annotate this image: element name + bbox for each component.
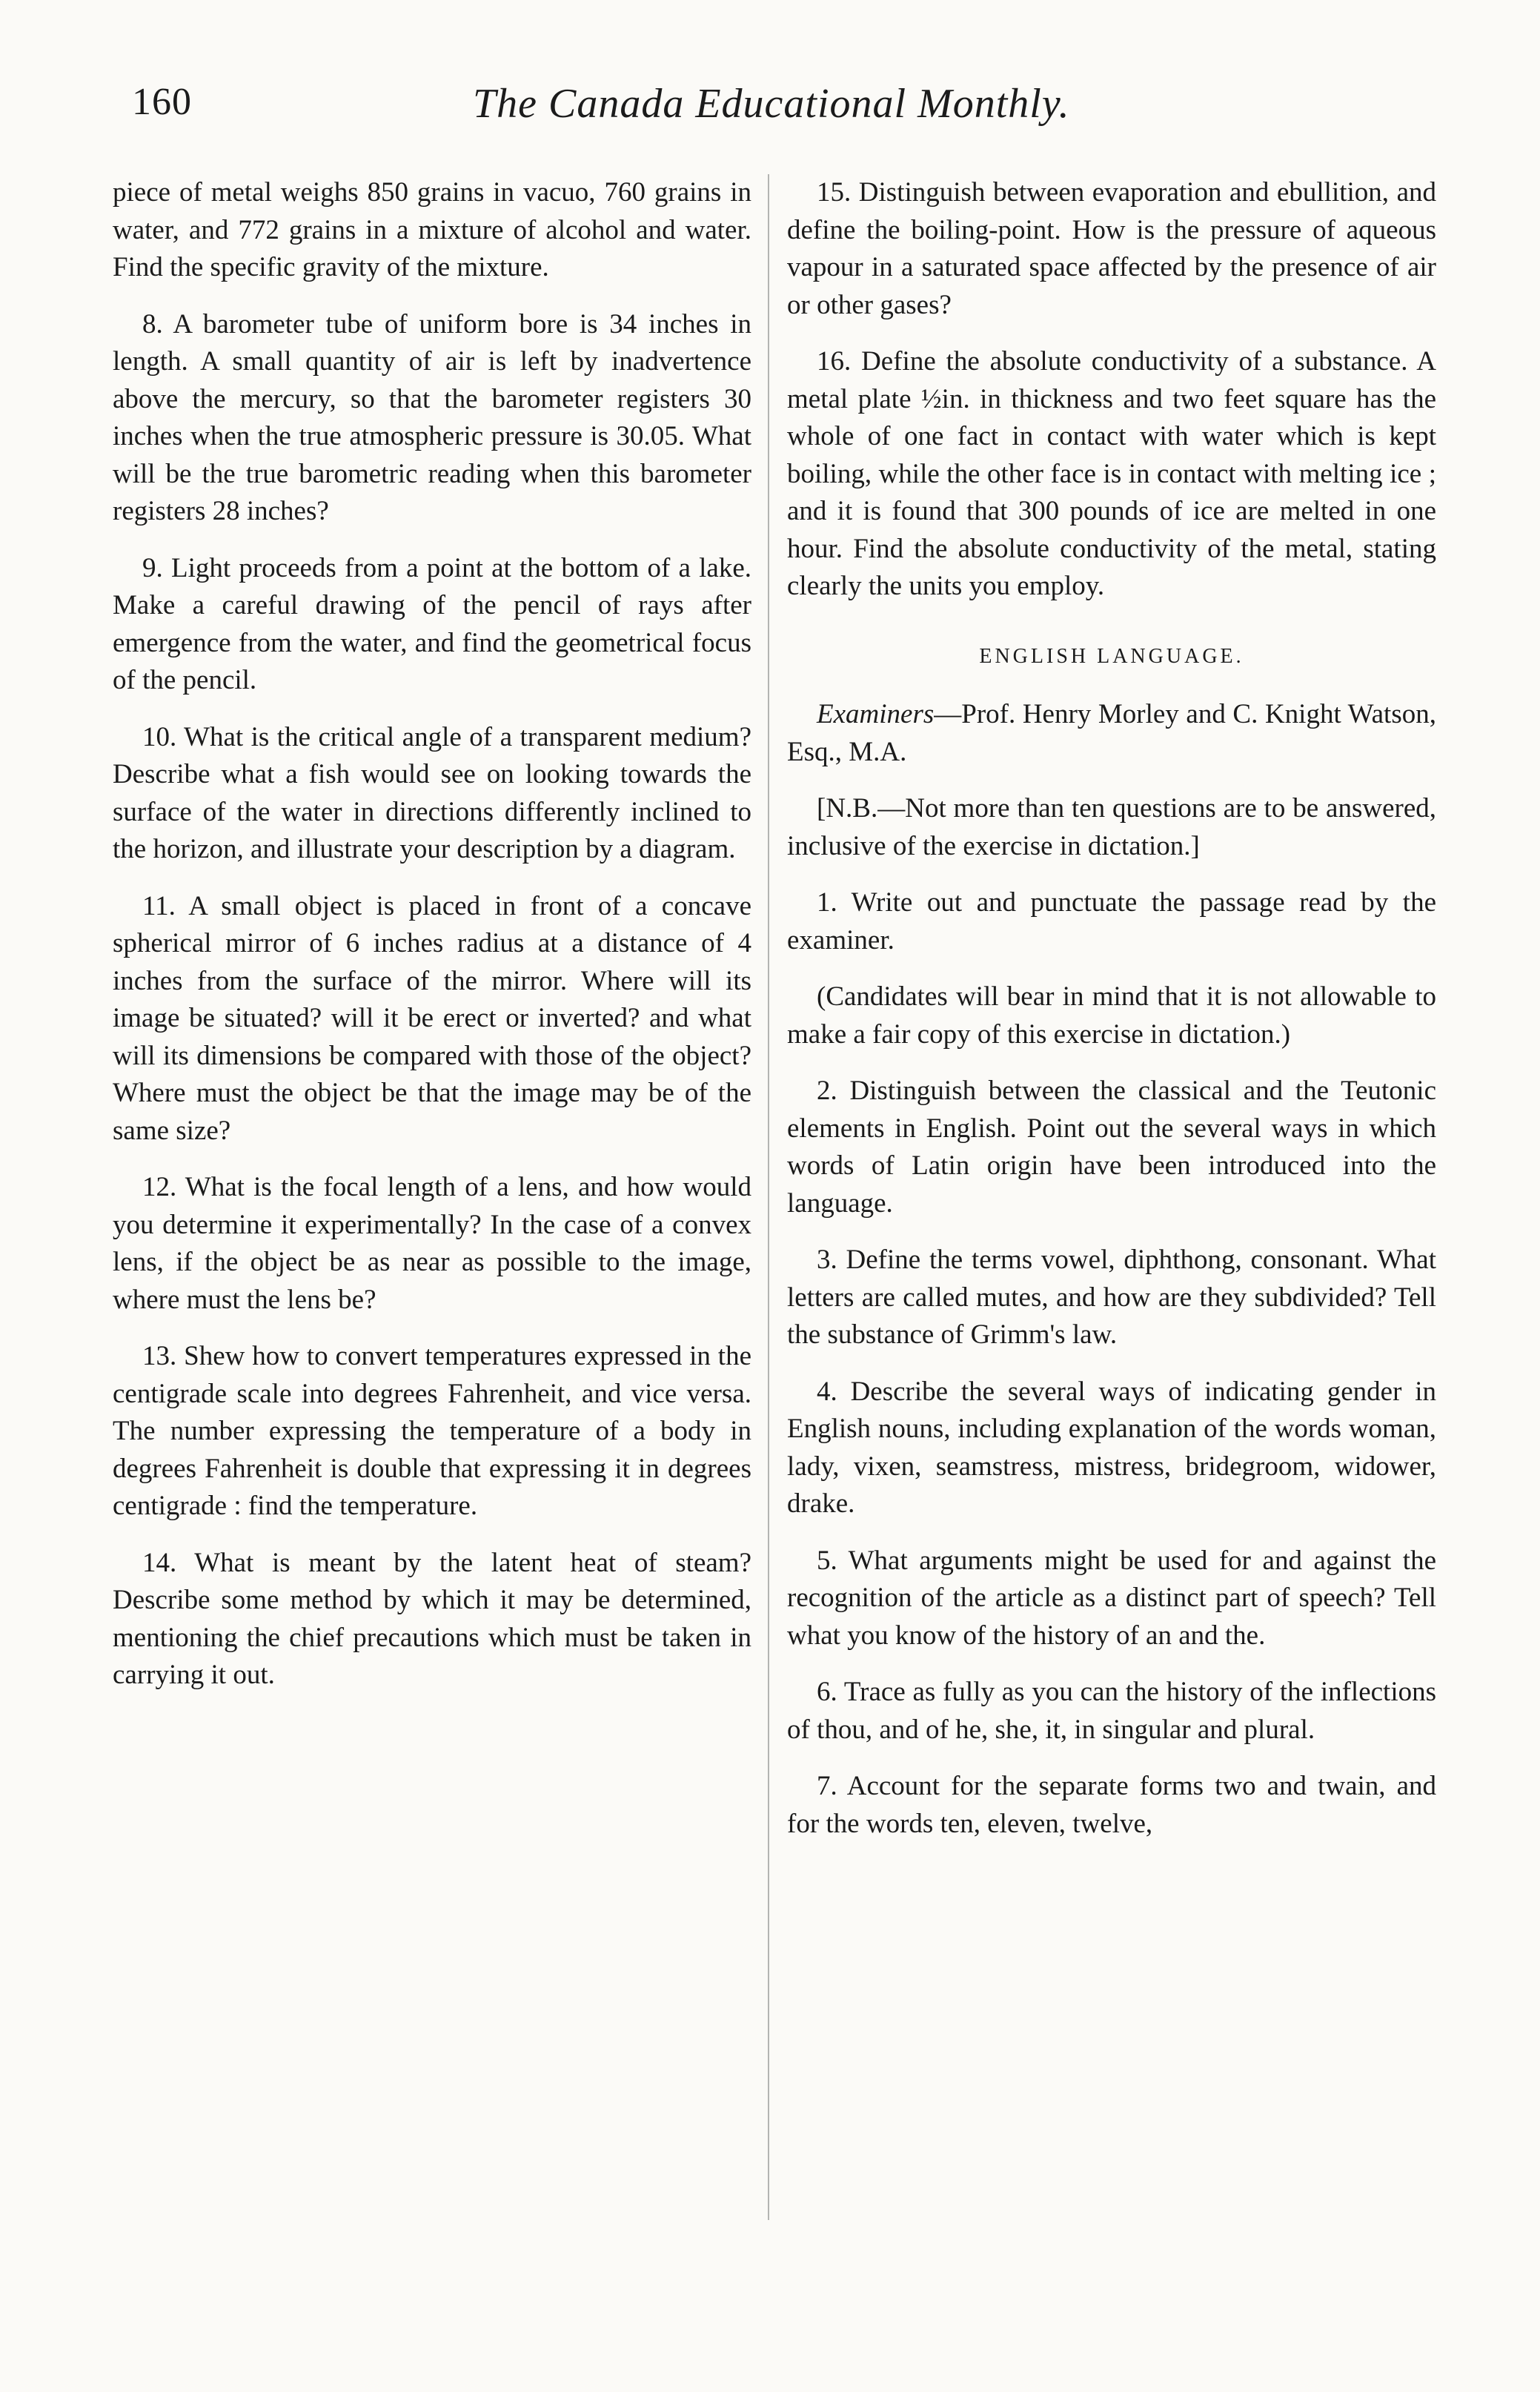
english-question-1: 1. Write out and punctuate the passage read by the examiner.	[787, 887, 1436, 955]
english-question-6: 6. Trace as fully as you can the history of the inflections of thou, and of he, she, it, in singular and plural.	[787, 1677, 1436, 1745]
examiners-label: Examiners	[817, 699, 935, 729]
running-title: The Canada Educational Monthly.	[473, 81, 1070, 127]
question-14: 14. What is meant by the latent heat of steam? Describe some method by which it may be determined, mentioning the chief precautions which must be taken in carrying it out.	[113, 1547, 751, 1690]
examiners-line	[787, 696, 1436, 771]
question-16: 16. Define the absolute conductivity of a substance. A metal plate ½in. in thickness and two feet square has the whole of one fact in contact with water which is kept boiling, while the other face is in contact with melting ice ; and it is found that 300 pounds of ice are melted in one hour. Find the absolute conductivity of the metal, stating clearly the units you employ.	[787, 346, 1436, 601]
english-question-7: 7. Account for the separate forms two and twain, and for the words ten, eleven, twelve,	[787, 1771, 1436, 1839]
column-divider	[768, 174, 769, 2220]
question-10: 10. What is the critical angle of a transparent medium? Describe what a fish would see on looking towards the surface of the water in directions differently inclined to the horizon, and illustrate your description by a diagram.	[113, 721, 751, 864]
instructions-note: [N.B.—Not more than ten questions are to be answered, inclusive of the exercise in dictation.]	[787, 793, 1436, 861]
page-number: 160	[132, 81, 192, 123]
page-header	[132, 80, 1332, 147]
english-question-4: 4. Describe the several ways of indicating gender in English nouns, including explanation of the words woman, lady, vixen, seamstress, mistress, bridegroom, widower, drake.	[787, 1376, 1436, 1519]
english-question-5: 5. What arguments might be used for and against the recognition of the article as a distinct part of speech? Tell what you know of the history of an and the.	[787, 1545, 1436, 1651]
question-9: 9. Light proceeds from a point at the bottom of a lake. Make a careful drawing of the pencil of rays after emergence from the water, and find the geometrical focus of the pencil.	[113, 552, 751, 695]
question-paragraph: piece of metal weighs 850 grains in vacuo, 760 grains in water, and 772 grains in a mixture of alcohol and water. Find the specific gravity of the mixture.	[113, 177, 751, 282]
examiners-names: —Prof. Henry Morley and C. Knight Watson, Esq., M.A.	[787, 699, 1436, 767]
question-11: 11. A small object is placed in front of a concave spherical mirror of 6 inches radius at a distance of 4 inches from the surface of the mirror. Where will its image be situated? will it be erect or inverted? and what will its dimensions be compared with those of the object? Where must the object be that the image may be of the same size?	[113, 890, 751, 1146]
dictation-note: (Candidates will bear in mind that it is not allowable to make a fair copy of this exercise in dictation.)	[787, 981, 1436, 1050]
right-column	[787, 174, 1436, 1862]
left-column	[113, 174, 751, 1714]
question-15: 15. Distinguish between evaporation and ebullition, and define the boiling-point. How is the pressure of aqueous vapour in a saturated space affected by the presence of air or other gases?	[787, 177, 1436, 320]
question-13: 13. Shew how to convert temperatures expressed in the centigrade scale into degrees Fahrenheit, and vice versa. The number expressing the temperature of a body in degrees Fahrenheit is double that expressing it in degrees centigrade : find the temperature.	[113, 1341, 751, 1521]
question-12: 12. What is the focal length of a lens, and how would you determine it experimentally? In the case of a convex lens, if the object be as near as possible to the image, where must the lens be?	[113, 1172, 751, 1315]
english-question-2: 2. Distinguish between the classical and the Teutonic elements in English. Point out the several ways in which words of Latin origin have been introduced into the language.	[787, 1076, 1436, 1219]
section-title: ENGLISH LANGUAGE.	[979, 644, 1244, 668]
question-8: 8. A barometer tube of uniform bore is 34 inches in length. A small quantity of air is left by inadvertence above the mercury, so that the barometer registers 30 inches when the true atmospheric pressure is 30.05. What will be the true barometric reading when this barometer registers 28 inches?	[113, 308, 751, 526]
english-question-3: 3. Define the terms vowel, diphthong, consonant. What letters are called mutes, and how are they subdivided? Tell the substance of Grimm's law.	[787, 1245, 1436, 1350]
